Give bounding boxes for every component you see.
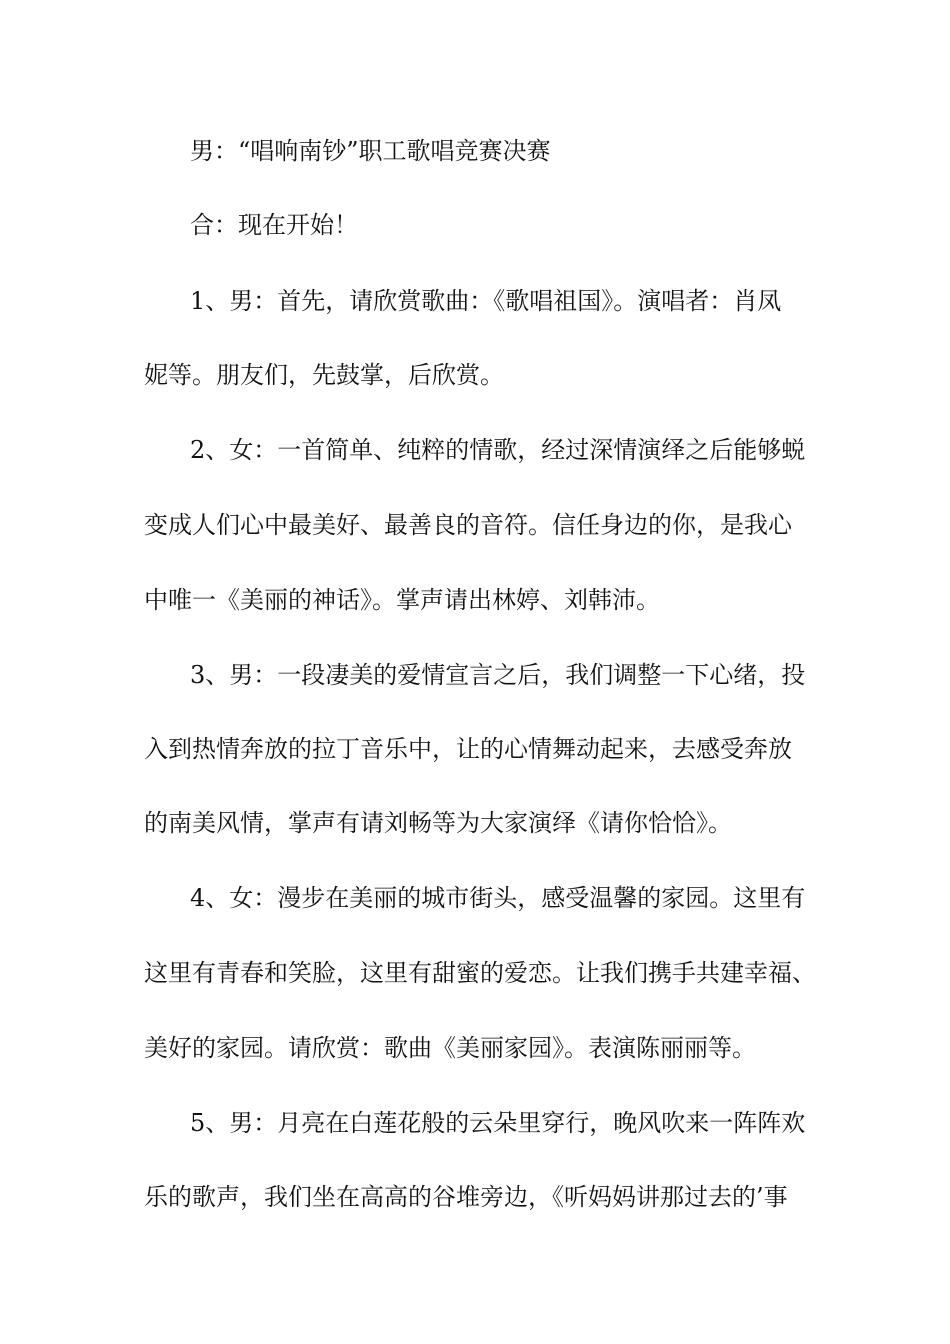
- script-line: 入到热情奔放的拉丁音乐中，让的心情舞动起来，去感受奔放: [144, 735, 792, 763]
- script-line: 乐的歌声，我们坐在高高的谷堆旁边，《听妈妈讲那过去的’事: [144, 1183, 788, 1211]
- script-line: 变成人们心中最美好、最善良的音符。信任身边的你，是我心: [144, 511, 792, 539]
- script-line: 这里有青春和笑脸，这里有甜蜜的爱恋。让我们携手共建幸福、: [144, 959, 816, 987]
- script-line: 妮等。朋友们，先鼓掌，后欣赏。: [144, 361, 504, 389]
- script-line: 中唯一《美丽的神话》。掌声请出林婷、刘韩沛。: [144, 586, 660, 614]
- script-line: 的南美风情，掌声有请刘畅等为大家演绎《请你恰恰》。: [144, 809, 732, 837]
- script-line: 3、男：一段凄美的爱情宣言之后，我们调整一下心绪，投: [190, 661, 806, 689]
- script-line: 合：现在开始！: [190, 211, 358, 239]
- script-line: 5、男：月亮在白莲花般的云朵里穿行，晚风吹来一阵阵欢: [190, 1109, 806, 1137]
- script-line: 美好的家园。请欣赏：歌曲《美丽家园》。表演陈丽丽等。: [144, 1034, 756, 1062]
- script-line: 4、女：漫步在美丽的城市街头，感受温馨的家园。这里有: [190, 884, 806, 912]
- script-line: 1、男：首先，请欣赏歌曲：《歌唱祖国》。演唱者：肖凤: [190, 287, 782, 315]
- script-line: 2、女：一首简单、纯粹的情歌，经过深情演绎之后能够蜕: [190, 436, 806, 464]
- script-line: 男：“唱响南钞”职工歌唱竞赛决赛: [190, 137, 551, 165]
